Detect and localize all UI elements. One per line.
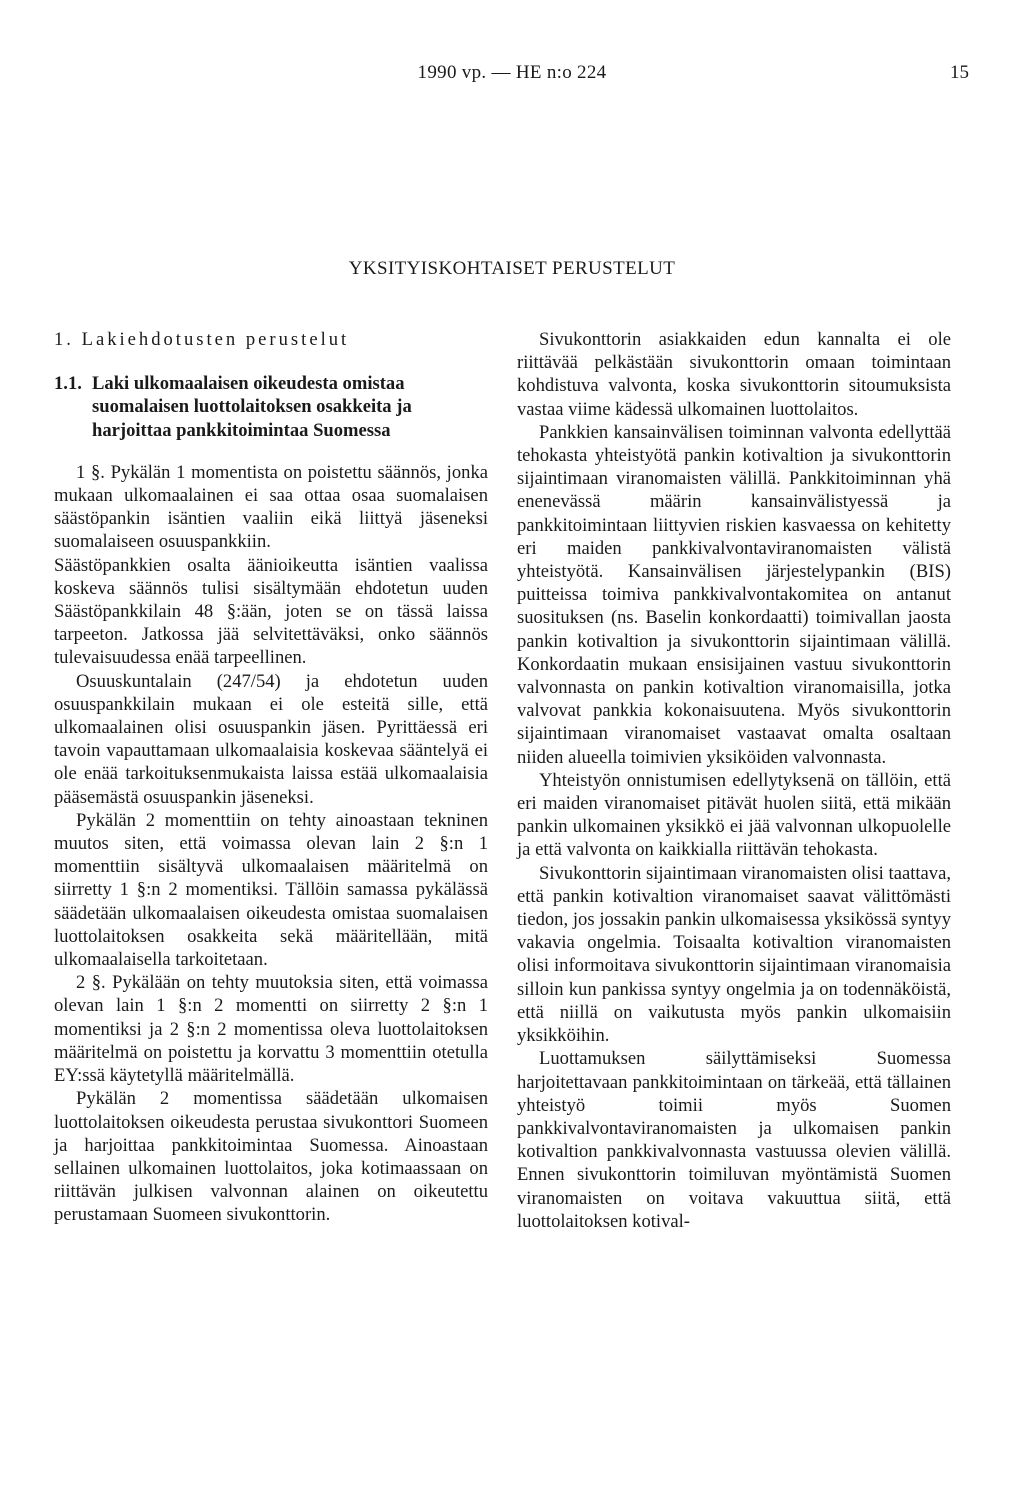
paragraph: 1 §. Pykälän 1 momentista on poistettu säännös, jonka mukaan ulkomaalainen ei saa ottaa osaa suomalaisen säästöpankin isäntien vaaliin eikä liittyä jäseneksi suomalaiseen osuuspankkiin. [54,461,488,553]
paragraph: Luottamuksen säilyttämiseksi Suomessa harjoitettavaan pankkitoimintaan on tärkeää, että tällainen yhteistyö toimii myös Suomen pankkivalvontaviranomaisten ja ulkomaisen pankin kotivaltion pankkivalvonnasta vastuussa olevien välillä. Ennen sivukonttorin toimiluvan myöntämistä Suomen viranomaisten on voitava vakuuttua siitä, että luottolaitoksen kotival- [517,1048,951,1232]
document-section-title: YKSITYISKOHTAISET PERUSTELUT [348,258,676,279]
section-heading: 1. Lakiehdotusten perustelut [54,329,350,350]
paragraph: Osuuskuntalain (247/54) ja ehdotetun uuden osuuspankkilain mukaan ei ole esteitä sille, että ulkomaalainen olisi osuuspankin jäsen. Pyrittäessä eri tavoin vapauttamaan ulkomaalaisia koskevaa sääntelyä ei ole enää tarkoituksenmukaista laissa estää ulkomaalaisia pääsemästä osuuspankin jäseneksi. [54,670,488,808]
paragraph: Yhteistyön onnistumisen edellytyksenä on tällöin, että eri maiden viranomaiset pitävät huolen siitä, että mikään pankin ulkomainen yksikkö ei jää valvonnan ulkopuolelle ja että valvonta on kaikkialla riittävän tehokasta. [517,769,951,861]
right-column [517,328,951,1233]
left-column [54,328,488,1227]
paragraph: Pykälän 2 momenttiin on tehty ainoastaan tekninen muutos siten, että voimassa olevan lain 2 §:n 1 momenttiin sisältyvä ulkomaalaisen määritelmä on siirretty 1 §:n 2 momentiksi. Tällöin samassa pykälässä säädetään ulkomaalaisen oikeudesta omistaa suomalaisen luottolaitoksen osakkeita sekä määritellään, mitä ulkomaalaisella tarkoitetaan. [54,809,488,971]
page-number: 15 [950,62,969,83]
paragraph: Sivukonttorin sijaintimaan viranomaisten olisi taattava, että pankin kotivaltion viranomaiset saavat välittömästi tiedon, jos jossakin pankin ulkomaisessa yksikössä syntyy vakavia ongelmia. Toisaalta kotivaltion viranomaisten olisi informoitava sivukonttorin sijaintimaan viranomaisia silloin kun pankissa syntyy ongelmia ja on todennäköistä, että niillä on vaikutusta myös pankin ulkomaisiin yksikköihin. [517,862,951,1047]
subsection-title: Laki ulkomaalaisen oikeudesta omistaa suomalaisen luottolaitoksen osakkeita ja harjoittaa pankkitoimintaa Suomessa [92,373,412,441]
running-header-title: 1990 vp. — HE n:o 224 [417,62,607,83]
paragraph: Sivukonttorin asiakkaiden edun kannalta ei ole riittävää pelkästään sivukonttorin omaan toimintaan kohdistuva valvonta, koska sivukonttorin sitoumuksista vastaa viime kädessä ulkomainen luottolaitos. [517,329,951,420]
paragraph: Säästöpankkien osalta äänioikeutta isäntien vaalissa koskeva säännös tulisi sisältymään ehdotetun uuden Säästöpankkilain 48 §:ään, joten se on tässä laissa tarpeeton. Jatkossa jää selvitettäväksi, onko säännös tulevaisuudessa enää tarpeellinen. [54,554,488,669]
paragraph: Pankkien kansainvälisen toiminnan valvonta edellyttää tehokasta yhteistyötä pankin kotivaltion ja sivukonttorin sijaintimaan viranomaisten välillä. Pankkitoiminnan yhä enenevässä määrin kansainvälistyessä ja pankkitoimintaan liittyvien riskien kasvaessa on kehitetty eri maiden pankkivalvontaviranomaisten välistä yhteistyötä. Kansainvälisen järjestelypankin (BIS) puitteissa toimiva pankkivalvontakomitea on antanut suosituksen (ns. Baselin konkordaatti) toimivallan jaosta pankin kotivaltion ja sivukonttorin sijaintimaan välillä. Konkordaatin mukaan ensisijainen vastuu sivukonttorin valvonnasta on pankin kotivaltion viranomaisilla, jotka valvovat pankkia kokonaisuutena. Myös sivukonttorin sijaintimaan viranomaiset vastaavat omalta osaltaan niiden alueella toimivien yksiköiden valvonnasta. [517,421,951,768]
subsection-number: 1.1. [54,373,82,395]
paragraph: Pykälän 2 momentissa säädetään ulkomaisen luottolaitoksen oikeudesta perustaa sivukonttori Suomeen ja harjoittaa pankkitoimintaa Suomessa. Ainoastaan sellainen ulkomainen luottolaitos, joka kotimaassaan on riittävän julkisen valvonnan alainen on oikeutettu perustamaan Suomeen sivukonttorin. [54,1088,488,1226]
subsection-heading [54,372,488,442]
paragraph: 2 §. Pykälään on tehty muutoksia siten, että voimassa olevan lain 1 §:n 2 momentti on siirretty 2 §:n 1 momentiksi ja 2 §:n 2 momentissa oleva luottolaitoksen määritelmä on poistettu ja korvattu 3 momenttiin otetulla EY:ssä käytetyllä määritelmällä. [54,972,488,1087]
